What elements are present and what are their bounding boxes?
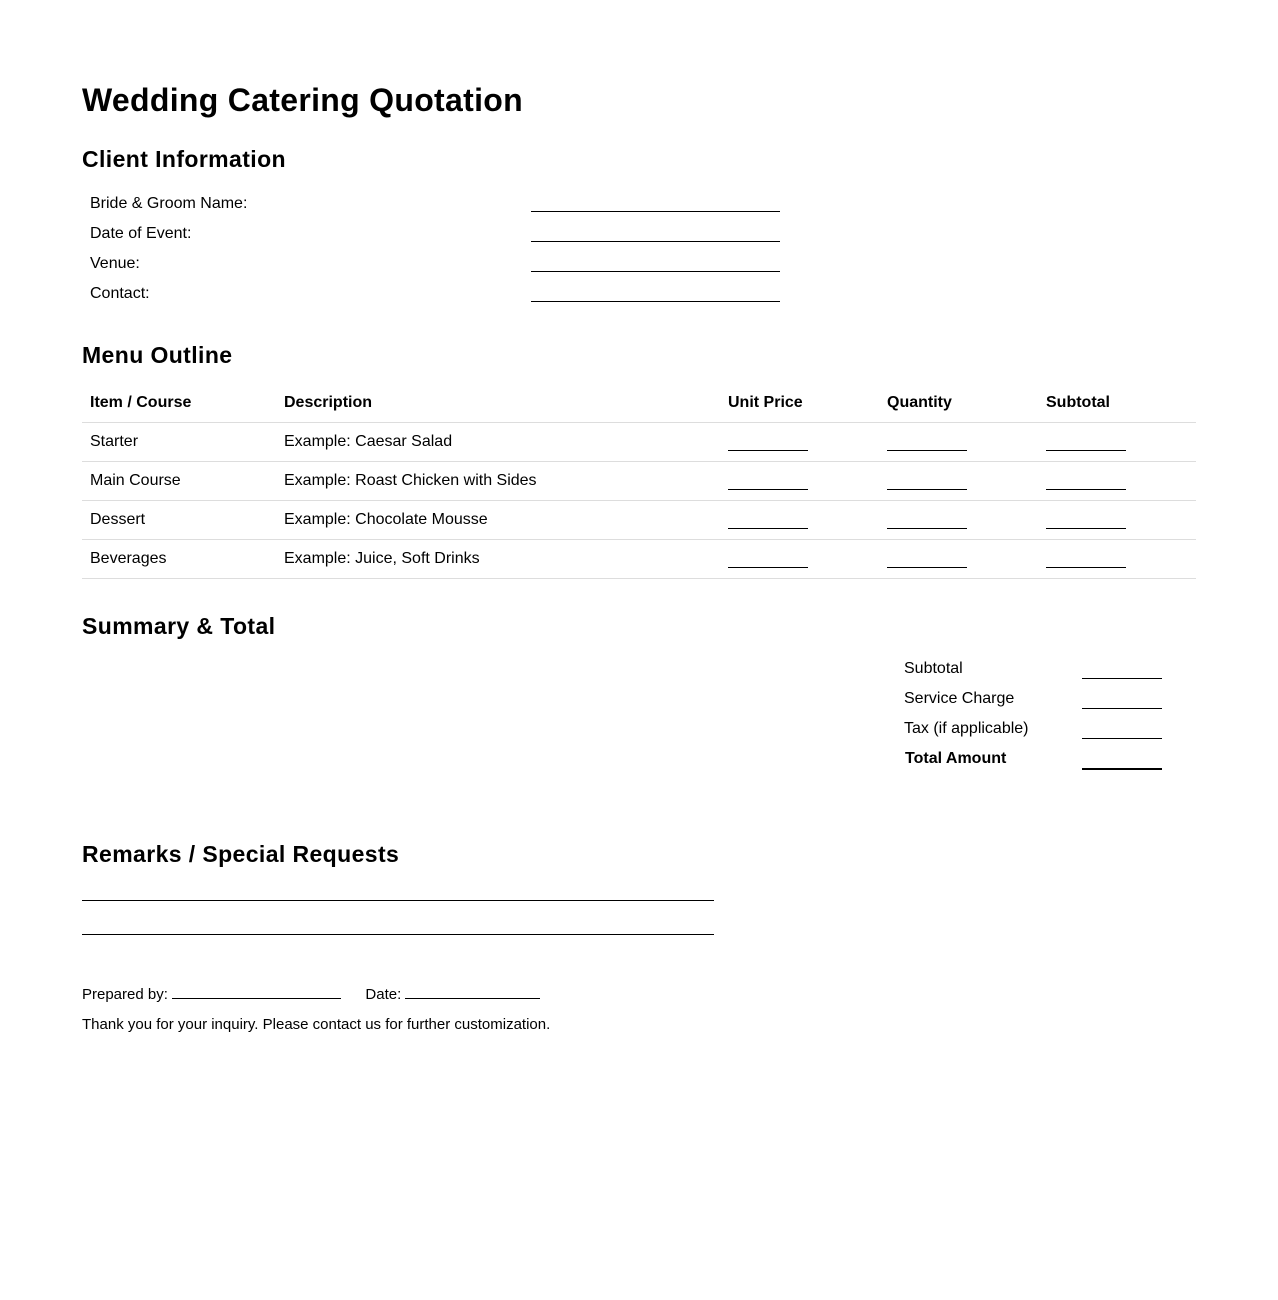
client-field-date <box>90 221 790 251</box>
column-header-subtotal: Subtotal <box>1038 383 1196 423</box>
menu-item-cell: Dessert <box>82 501 276 540</box>
table-row <box>82 540 1196 579</box>
quantity-field[interactable] <box>887 511 967 529</box>
client-field-venue <box>90 251 790 281</box>
quantity-field[interactable] <box>887 433 967 451</box>
menu-outline-heading: Menu Outline <box>82 342 233 368</box>
subtotal-cell <box>1038 501 1196 540</box>
tax-field[interactable] <box>1082 738 1162 739</box>
client-field-names <box>90 191 790 221</box>
client-info-heading: Client Information <box>82 146 286 172</box>
quantity-field[interactable] <box>887 550 967 568</box>
unit-price-field[interactable] <box>728 511 808 529</box>
menu-description-cell: Example: Roast Chicken with Sides <box>276 462 720 501</box>
unit-price-cell <box>720 540 879 579</box>
subtotal-field[interactable] <box>1046 472 1126 490</box>
client-field-label: Date of Event: <box>90 225 192 242</box>
service-charge-field[interactable] <box>1082 708 1162 709</box>
client-field-label: Venue: <box>90 255 140 272</box>
prepared-by-label: Prepared by: <box>82 986 168 1003</box>
column-header-unit-price: Unit Price <box>720 383 879 423</box>
client-field-contact <box>90 281 790 311</box>
summary-label-total: Total Amount <box>905 750 1007 767</box>
menu-description-cell: Example: Chocolate Mousse <box>276 501 720 540</box>
menu-table <box>82 383 1196 579</box>
quantity-cell <box>879 501 1038 540</box>
quantity-field[interactable] <box>887 472 967 490</box>
event-date-field[interactable] <box>531 241 780 242</box>
sign-date-field[interactable] <box>405 984 540 999</box>
thank-you-note: Thank you for your inquiry. Please contact us for further customization. <box>82 1016 551 1033</box>
quantity-cell <box>879 540 1038 579</box>
contact-field[interactable] <box>531 301 780 302</box>
client-field-label: Bride & Groom Name: <box>90 195 248 212</box>
table-row <box>82 501 1196 540</box>
menu-description-cell: Example: Juice, Soft Drinks <box>276 540 720 579</box>
unit-price-field[interactable] <box>728 433 808 451</box>
column-header-description: Description <box>276 383 720 423</box>
remarks-line[interactable] <box>82 934 714 935</box>
menu-item-cell: Beverages <box>82 540 276 579</box>
subtotal-field[interactable] <box>1046 511 1126 529</box>
subtotal-cell <box>1038 462 1196 501</box>
total-amount-field[interactable] <box>1082 768 1162 770</box>
table-row <box>82 462 1196 501</box>
summary-subtotal-field[interactable] <box>1082 678 1162 679</box>
prepared-by-field[interactable] <box>172 984 341 999</box>
subtotal-cell <box>1038 540 1196 579</box>
summary-row-tax <box>904 715 1164 745</box>
remarks-line[interactable] <box>82 900 714 901</box>
table-row <box>82 423 1196 462</box>
date-label: Date: <box>365 986 402 1003</box>
client-field-label: Contact: <box>90 285 150 302</box>
column-header-item: Item / Course <box>82 383 276 423</box>
summary-row-total <box>904 745 1164 775</box>
summary-block <box>904 655 1164 775</box>
menu-header-row <box>82 383 1196 423</box>
unit-price-cell <box>720 501 879 540</box>
summary-row-service-charge <box>904 685 1164 715</box>
signature-line <box>82 984 540 1003</box>
unit-price-field[interactable] <box>728 472 808 490</box>
summary-label: Tax (if applicable) <box>904 720 1029 737</box>
quantity-cell <box>879 462 1038 501</box>
document-title: Wedding Catering Quotation <box>82 82 523 118</box>
column-header-quantity: Quantity <box>879 383 1038 423</box>
subtotal-cell <box>1038 423 1196 462</box>
bride-groom-name-field[interactable] <box>531 211 780 212</box>
summary-label: Subtotal <box>904 660 963 677</box>
menu-item-cell: Starter <box>82 423 276 462</box>
summary-heading: Summary & Total <box>82 613 276 639</box>
unit-price-cell <box>720 462 879 501</box>
subtotal-field[interactable] <box>1046 550 1126 568</box>
menu-item-cell: Main Course <box>82 462 276 501</box>
subtotal-field[interactable] <box>1046 433 1126 451</box>
unit-price-field[interactable] <box>728 550 808 568</box>
summary-label: Service Charge <box>904 690 1015 707</box>
menu-description-cell: Example: Caesar Salad <box>276 423 720 462</box>
venue-field[interactable] <box>531 271 780 272</box>
summary-row-subtotal <box>904 655 1164 685</box>
unit-price-cell <box>720 423 879 462</box>
quantity-cell <box>879 423 1038 462</box>
remarks-heading: Remarks / Special Requests <box>82 841 400 867</box>
